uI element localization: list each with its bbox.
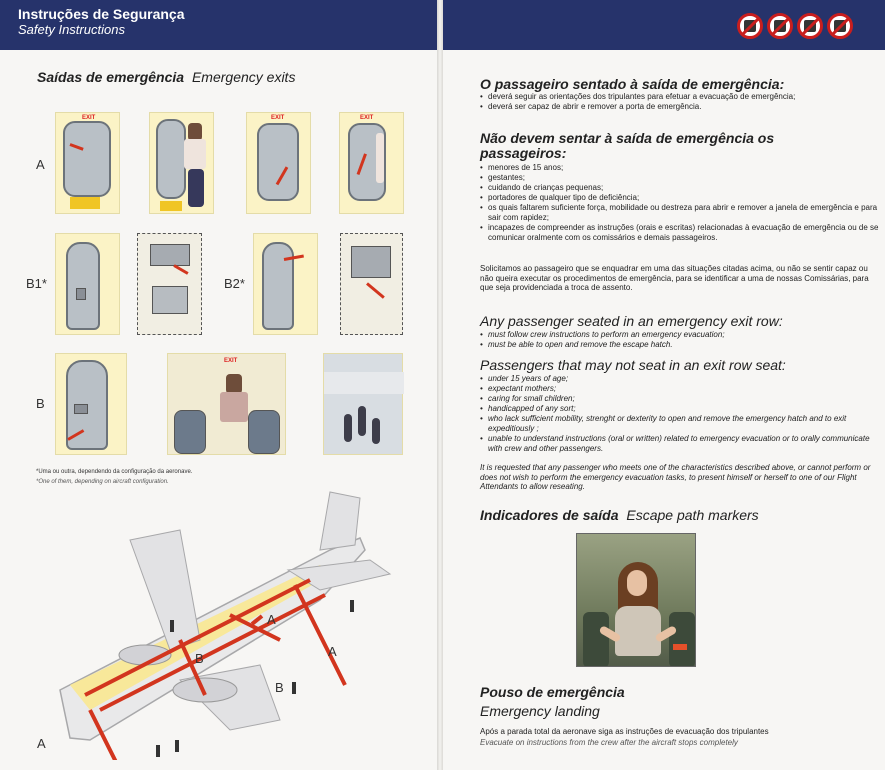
not-seat-title-en: Passengers that may not seat in an exit row seat: bbox=[480, 357, 786, 373]
landing-text-pt: Após a parada total da aeronave siga as instruções de evacuação dos tripulantes bbox=[480, 727, 769, 736]
right-page bbox=[443, 50, 885, 770]
exit-b-step-3 bbox=[323, 353, 403, 455]
exit-a-step-3: EXIT bbox=[246, 112, 311, 214]
list-item: • must be able to open and remove the escape hatch. bbox=[480, 340, 880, 350]
header-title-pt: Instruções de Segurança bbox=[18, 6, 185, 22]
list-item: • must follow crew instructions to perform an emergency evacuation; bbox=[480, 330, 880, 340]
exit-a-step-2 bbox=[149, 112, 214, 214]
markers-title-en: Escape path markers bbox=[626, 507, 759, 523]
list-item: • who lack sufficient mobility, strenght or dexterity to open and remove the emergency hatch and to exit expeditiously ; bbox=[480, 414, 880, 434]
diagram-label-a3: A bbox=[37, 736, 46, 751]
diagram-label-b1: B bbox=[195, 651, 204, 666]
not-seat-list-pt bbox=[480, 163, 880, 243]
header-titles bbox=[18, 6, 185, 38]
seated-title-en: Any passenger seated in an emergency exit row: bbox=[480, 313, 783, 329]
list-item: • unable to understand instructions (oral or written) related to emergency evacuation or to orally communicate with crew and other passengers. bbox=[480, 434, 880, 454]
no-phone-icon bbox=[797, 13, 823, 39]
row-label-a: A bbox=[36, 157, 45, 172]
seated-list-en bbox=[480, 330, 880, 350]
emergency-exits-title-en: Emergency exits bbox=[191, 69, 296, 85]
prohibition-icons bbox=[737, 13, 853, 39]
list-item: • os quais faltarem suficiente força, mobilidade ou destreza para abrir e remover a janela de emergência e para sair com rapidez; bbox=[480, 203, 880, 223]
evacuation-diagram bbox=[30, 490, 410, 760]
request-text-pt: Solicitamos ao passageiro que se enquadrar em uma das situações citadas acima, ou não se sentir capaz ou não queira executar os procedimentos de emergência, para se identificar a uma de nossas Comissárias, para que seja providenciada a troca de assento. bbox=[480, 264, 869, 292]
no-drinking-icon bbox=[827, 13, 853, 39]
seated-title-pt: O passageiro sentado à saída de emergência: bbox=[480, 76, 785, 92]
exit-b1-step-1 bbox=[55, 233, 120, 335]
list-item: • cuidando de crianças pequenas; bbox=[480, 183, 880, 193]
diagram-label-b2: B bbox=[275, 680, 284, 695]
exit-b-step-2: EXIT bbox=[167, 353, 286, 455]
header-title-en: Safety Instructions bbox=[18, 22, 125, 37]
request-text-en: It is requested that any passenger who meets one of the characteristics described above, or cannot perform or does not wish to perform the emergency evacuation tasks, to present himself or herself to one of our Flight Attendants to allow reseating. bbox=[480, 463, 871, 491]
markers-title bbox=[480, 508, 759, 523]
exit-a-step-1: EXIT bbox=[55, 112, 120, 214]
list-item: • portadores de qualquer tipo de deficiência; bbox=[480, 193, 880, 203]
escape-path-markers-photo bbox=[576, 533, 696, 667]
list-item: • expectant mothers; bbox=[480, 384, 880, 394]
list-item: • deverá seguir as orientações dos tripulantes para efetuar a evacuação de emergência; bbox=[480, 92, 880, 102]
landing-text-en: Evacuate on instructions from the crew after the aircraft stops completely bbox=[480, 738, 738, 747]
emergency-exits-title-pt: Saídas de emergência bbox=[37, 69, 185, 85]
exit-a-step-4: EXIT bbox=[339, 112, 404, 214]
no-smoking-icon bbox=[737, 13, 763, 39]
list-item: • gestantes; bbox=[480, 173, 880, 183]
not-seat-list-en bbox=[480, 374, 880, 454]
list-item: • handicapped of any sort; bbox=[480, 404, 880, 414]
diagram-label-a1: A bbox=[267, 612, 276, 627]
no-electronics-icon bbox=[767, 13, 793, 39]
seated-list-pt bbox=[480, 92, 880, 112]
exit-b1-step-2 bbox=[137, 233, 202, 335]
list-item: • caring for small children; bbox=[480, 394, 880, 404]
list-item: • deverá ser capaz de abrir e remover a porta de emergência. bbox=[480, 102, 880, 112]
not-seat-title-pt: Não devem sentar à saída de emergência os passageiros: bbox=[480, 130, 775, 161]
list-item: • incapazes de compreender as instruções (orais e escritas) relacionadas à evacuação de emergência ou de se comunicar oralmente com os comissários e demais passageiros. bbox=[480, 223, 880, 243]
exit-b2-step-2 bbox=[340, 233, 403, 335]
exit-b2-step-1 bbox=[253, 233, 318, 335]
list-item: • under 15 years of age; bbox=[480, 374, 880, 384]
row-label-b: B bbox=[36, 396, 45, 411]
left-page bbox=[0, 50, 437, 770]
diagram-label-a2: A bbox=[328, 644, 337, 659]
markers-title-pt: Indicadores de saída bbox=[480, 507, 619, 523]
footnote-pt: *Uma ou outra, dependendo da configuração da aeronave. bbox=[36, 469, 193, 475]
exit-b-step-1 bbox=[55, 353, 127, 455]
emergency-exits-title bbox=[37, 69, 295, 85]
footnote-en: *One of them, depending on aircraft configuration. bbox=[36, 479, 169, 485]
row-label-b1: B1* bbox=[26, 276, 47, 291]
row-label-b2: B2* bbox=[224, 276, 245, 291]
landing-title-pt: Pouso de emergência bbox=[480, 684, 625, 700]
landing-title-en: Emergency landing bbox=[480, 703, 600, 719]
aircraft-shape bbox=[60, 492, 390, 740]
list-item: • menores de 15 anos; bbox=[480, 163, 880, 173]
